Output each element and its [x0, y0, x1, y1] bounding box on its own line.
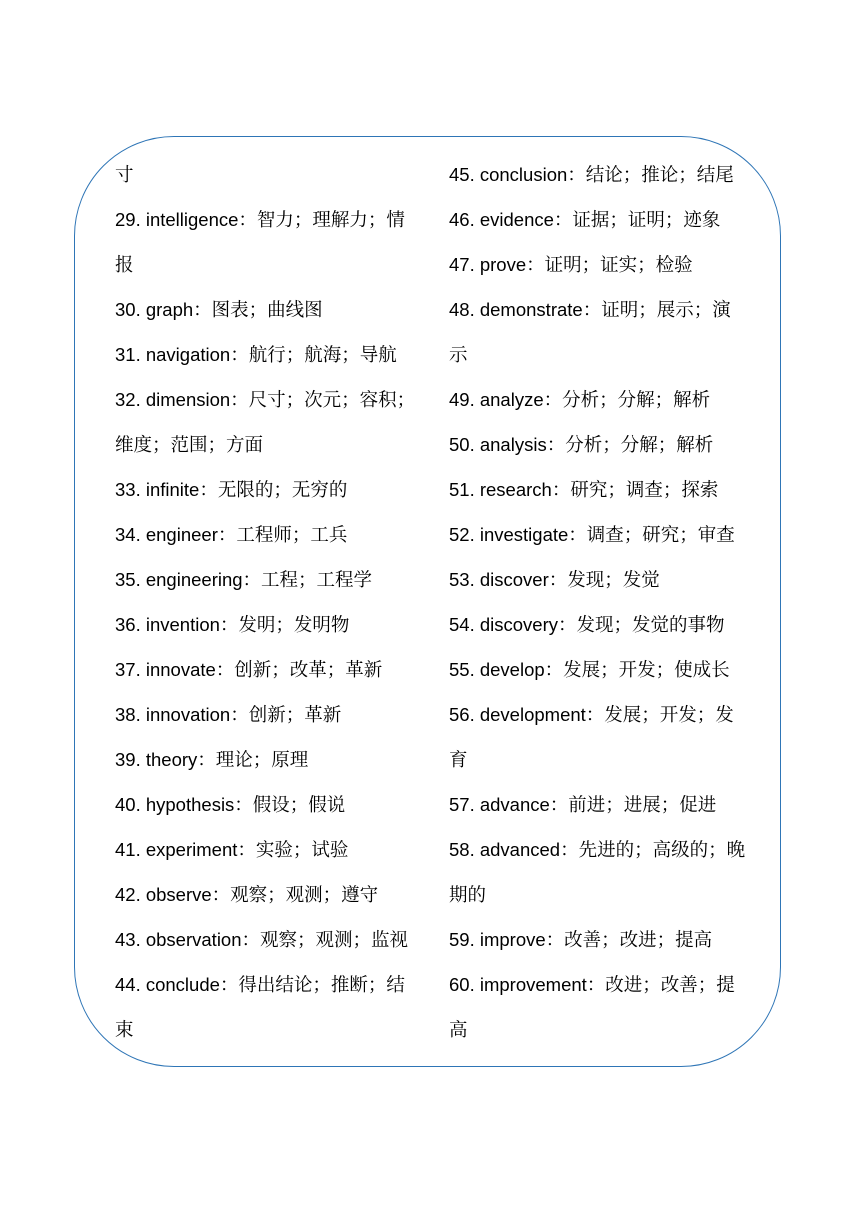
vocab-line: 43. observation：观察；观测；监视 — [115, 929, 409, 950]
vocab-line: 47. prove：证明；证实；检验 — [449, 254, 693, 275]
vocab-line: 35. engineering：工程；工程学 — [115, 569, 373, 590]
vocab-line: 束 — [115, 1019, 134, 1040]
vocab-line: 维度；范围；方面 — [115, 434, 264, 455]
vocab-line: 32. dimension：尺寸；次元；容积； — [115, 389, 416, 410]
vocab-line: 58. advanced：先进的；高级的；晚 — [449, 839, 746, 860]
vocab-line: 52. investigate：调查；研究；审查 — [449, 524, 735, 545]
vocab-line: 37. innovate：创新；改革；革新 — [115, 659, 383, 680]
vocab-line: 41. experiment：实验；试验 — [115, 839, 349, 860]
right-vocabulary-column — [449, 152, 761, 1052]
vocab-line: 57. advance：前进；进展；促进 — [449, 794, 717, 815]
vocab-line: 54. discovery：发现；发觉的事物 — [449, 614, 725, 635]
vocab-line: 44. conclude：得出结论；推断；结 — [115, 974, 405, 995]
vocab-line: 55. develop：发展；开发；使成长 — [449, 659, 730, 680]
vocab-line: 39. theory：理论；原理 — [115, 749, 309, 770]
vocab-line: 50. analysis：分析；分解；解析 — [449, 434, 714, 455]
vocab-line: 示 — [449, 344, 468, 365]
vocab-line: 56. development：发展；开发；发 — [449, 704, 734, 725]
vocab-line: 高 — [449, 1019, 468, 1040]
vocab-line: 33. infinite：无限的；无穷的 — [115, 479, 348, 500]
vocab-line: 38. innovation：创新；革新 — [115, 704, 342, 725]
vocab-line: 36. invention：发明；发明物 — [115, 614, 350, 635]
vocab-line: 31. navigation：航行；航海；导航 — [115, 344, 397, 365]
vocab-line: 42. observe：观察；观测；遵守 — [115, 884, 379, 905]
vocab-line: 寸 — [115, 164, 134, 185]
vocab-line: 46. evidence：证据；证明；迹象 — [449, 209, 721, 230]
vocab-line: 53. discover：发现；发觉 — [449, 569, 660, 590]
vocab-line: 45. conclusion：结论；推论；结尾 — [449, 164, 734, 185]
vocab-line: 40. hypothesis：假设；假说 — [115, 794, 346, 815]
vocab-line: 29. intelligence：智力；理解力；情 — [115, 209, 405, 230]
vocab-line: 报 — [115, 254, 134, 275]
left-vocabulary-column — [115, 152, 427, 1052]
vocab-line: 34. engineer：工程师；工兵 — [115, 524, 348, 545]
vocab-line: 育 — [449, 749, 468, 770]
vocab-line: 59. improve：改善；改进；提高 — [449, 929, 713, 950]
vocab-line: 期的 — [449, 884, 487, 905]
vocab-line: 60. improvement：改进；改善；提 — [449, 974, 735, 995]
vocab-line: 30. graph：图表；曲线图 — [115, 299, 323, 320]
vocab-line: 48. demonstrate：证明；展示；演 — [449, 299, 731, 320]
vocab-line: 49. analyze：分析；分解；解析 — [449, 389, 711, 410]
vocab-line: 51. research：研究；调查；探索 — [449, 479, 719, 500]
